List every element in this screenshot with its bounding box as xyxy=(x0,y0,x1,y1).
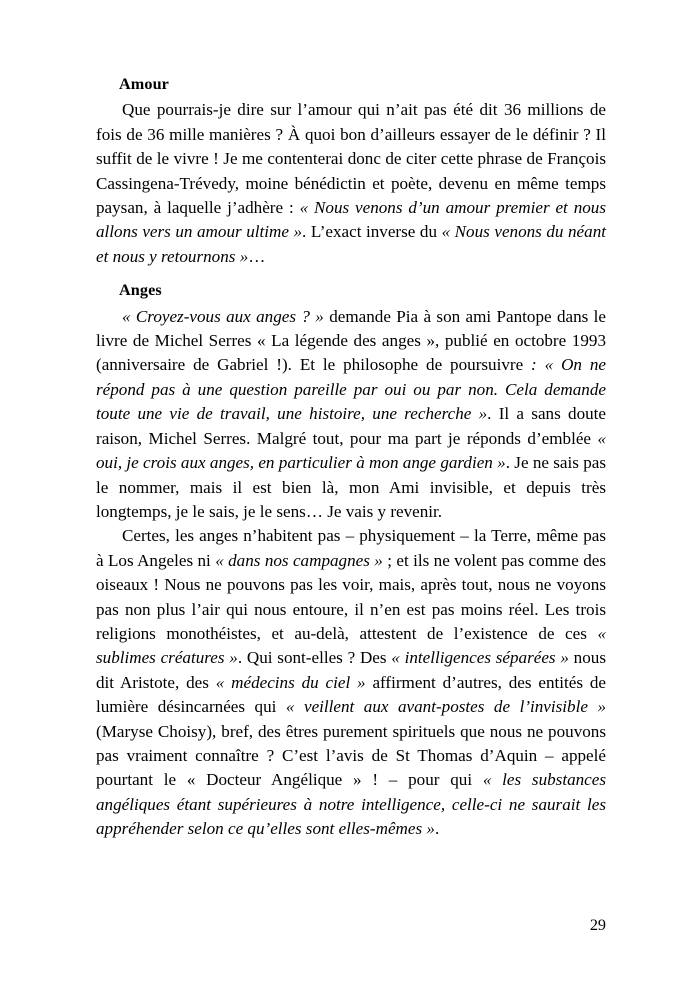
text-run-roman: . Qui sont-elles ? Des xyxy=(237,648,392,668)
text-run-italic: « Nous venons d’un amour premier et nous allons vers un amour ultime » xyxy=(96,198,606,242)
text-run-italic: : « On ne répond pas à une question pareille par oui ou par non. Cela demande toute une vie de travail, une histoire, une recherche » xyxy=(96,355,606,424)
text-run-roman: Certes, les anges n’habitent pas – physiquement – la Terre, même pas à Los Angeles ni xyxy=(96,526,606,570)
text-run-roman: ; et ils ne volent pas comme des oiseaux ! Nous ne pouvons pas les voir, mais, après tout, nous ne voyons pas non plus l’air qui nous entoure, il n’en est pas moins réel. Les trois religions monothéistes, et au-delà, attestent de l’existence de ces xyxy=(96,550,606,643)
text-run-italic: « Croyez-vous aux anges ? » xyxy=(122,306,324,326)
text-run-roman: nous dit Aristote, des xyxy=(96,648,606,692)
text-run-italic: « veillent aux avant-postes de l’invisible » xyxy=(285,697,606,717)
text-run-roman: . xyxy=(434,819,440,839)
text-run-italic: « oui, je crois aux anges, en particulier à mon ange gardien » xyxy=(96,428,606,473)
text-run-roman: … xyxy=(248,246,266,266)
text-run-italic: « intelligences séparées » xyxy=(391,648,569,668)
paragraph-anges-2 xyxy=(96,524,606,841)
text-run-roman: Que pourrais-je dire sur l’amour qui n’ait pas été dit 36 millions de fois de 36 mille manières ? À quoi bon d’ailleurs essayer de le définir ? Il suffit de le vivre ! Je me contenterai donc de citer cette phrase de François Cassingena-Trévedy, moine bénédictin et poète, devenu en même temps paysan, à laquelle j’adhère : xyxy=(96,100,606,218)
text-run-roman: affirment d’autres, des entités de lumière désincarnées qui xyxy=(96,672,606,717)
text-run-roman: demande Pia à son ami Pantope dans le livre de Michel Serres « La légende des anges », publié en octobre 1993 (anniversaire de Gabriel !). Et le philosophe de poursuivre xyxy=(96,306,606,375)
section-heading-amour: Amour xyxy=(119,75,169,93)
text-run-roman: . Je ne sais pas le nommer, mais il est bien là, mon Ami invisible, et depuis très longtemps, je le sais, je le sens… Je vais y revenir. xyxy=(96,453,606,521)
page-text-block xyxy=(96,72,606,842)
text-run-roman: . L’exact inverse du xyxy=(302,222,442,242)
text-run-italic: « sublimes créatures » xyxy=(96,623,606,668)
text-run-italic: « Nous venons du néant et nous y retournons » xyxy=(96,222,606,266)
paragraph-amour-1 xyxy=(96,98,606,269)
text-run-roman: . Il a sans doute raison, Michel Serres. Malgré tout, pour ma part je réponds d’emblée xyxy=(96,404,607,448)
text-run-italic: « les substances angéliques étant supérieures à notre intelligence, celle-ci ne saurait les appréhender selon ce qu’elles sont elles-mêmes » xyxy=(96,770,606,839)
paragraph-anges-1 xyxy=(96,305,606,525)
text-run-roman: (Maryse Choisy), bref, des êtres purement spirituels que nous ne pouvons pas vraiment connaître ? C’est l’avis de St Thomas d’Aquin – appelé pourtant le « Docteur Angélique » ! – pour qui xyxy=(96,721,606,790)
text-run-italic: « dans nos campagnes » xyxy=(215,550,383,570)
page-number: 29 xyxy=(589,916,606,934)
text-run-italic: « médecins du ciel » xyxy=(215,672,366,692)
section-heading-anges: Anges xyxy=(119,281,162,300)
